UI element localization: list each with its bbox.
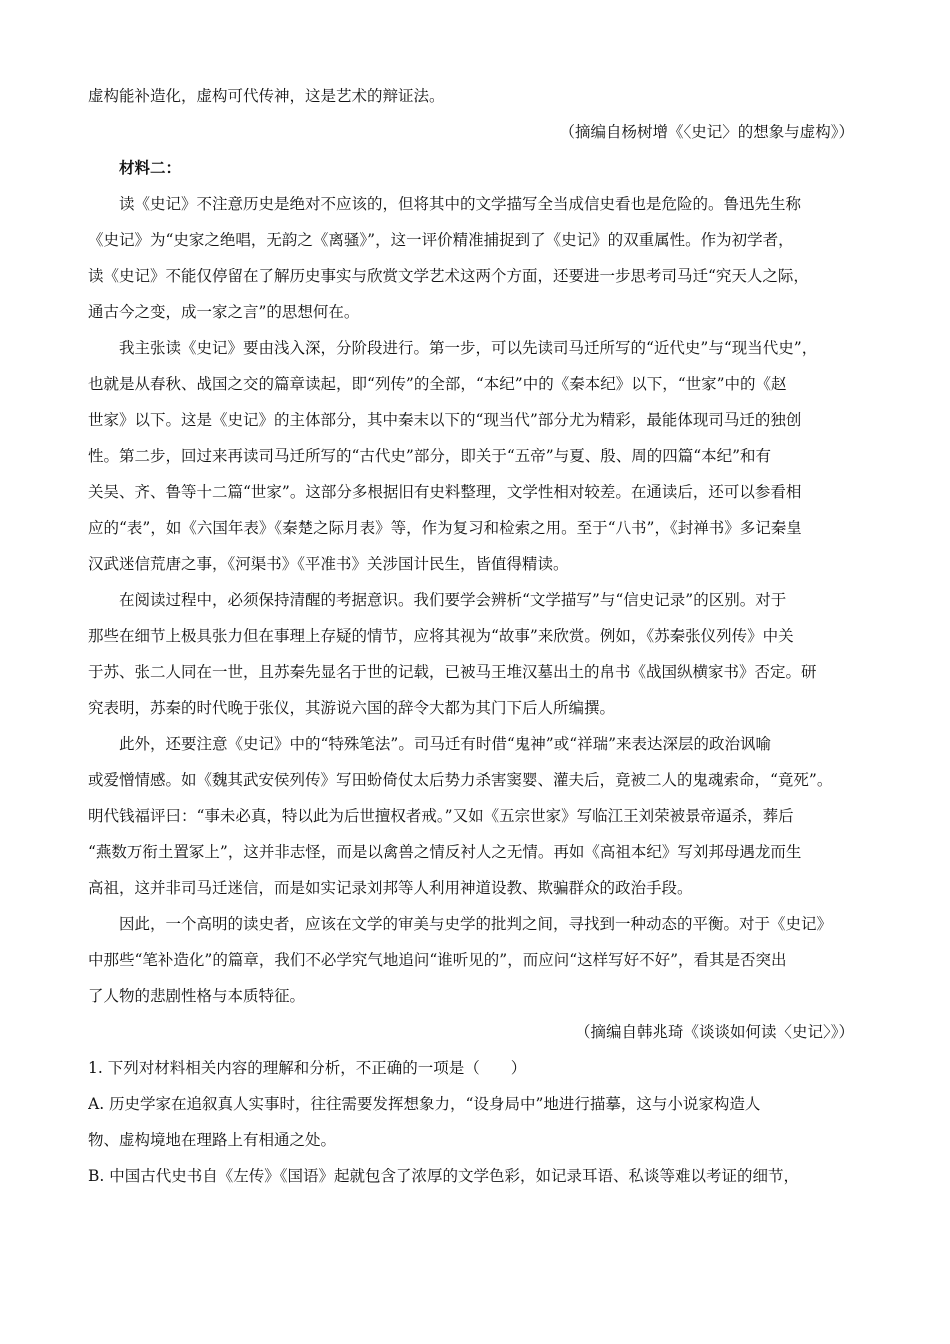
question-stem: 1. 下列对材料相关内容的理解和分析，不正确的一项是（ ） — [88, 1059, 527, 1077]
paragraph-line: 于苏、张二人同在一世，且苏秦先显名于世的记载，已被马王堆汉墓出土的帛书《战国纵横家书》否定。研 — [88, 663, 817, 681]
material-2-heading: 材料二： — [119, 158, 182, 177]
paragraph-line: 此外，还要注意《史记》中的“特殊笔法”。司马迁有时借“鬼神”或“祥瑞”来表达深层的政治讽喻 — [119, 735, 772, 753]
option-a-continued: 物、虚构境地在理路上有相通之处。 — [88, 1131, 337, 1149]
paragraph-line: 读《史记》不能仅停留在了解历史事实与欣赏文学艺术这两个方面，还要进一步思考司马迁“究天人之际， — [88, 267, 809, 285]
paragraph-line: 那些在细节上极具张力但在事理上存疑的情节，应将其视为“故事”来欣赏。例如，《苏秦张仪列传》中关 — [88, 627, 794, 645]
paragraph-line: 了人物的悲剧性格与本质特征。 — [88, 987, 306, 1005]
paragraph-4 — [88, 726, 866, 906]
source-citation-1: （摘编自杨树增《〈史记〉的想象与虚构》） — [559, 123, 854, 141]
paragraph-line: 我主张读《史记》要由浅入深，分阶段进行。第一步，可以先读司马迁所写的“近代史”与“现当代史”， — [119, 339, 818, 357]
paragraph-line: 高祖，这并非司马迁迷信，而是如实记录刘邦等人利用神道设教、欺骗群众的政治手段。 — [88, 879, 693, 897]
paragraph-line: 通古今之变，成一家之言”的思想何在。 — [88, 303, 360, 321]
paragraph-line: 汉武迷信荒唐之事，《河渠书》《平准书》关涉国计民生，皆值得精读。 — [88, 555, 569, 573]
paragraph-2 — [88, 330, 866, 582]
paragraph-line: 读《史记》不注意历史是绝对不应该的，但将其中的文学描写全当成信史看也是危险的。鲁迅先生称 — [119, 195, 802, 213]
paragraph-line: 应的“表”，如《六国年表》《秦楚之际月表》等，作为复习和检索之用。至于“八书”，《封禅书》多记秦皇 — [88, 519, 802, 537]
paragraph-line: 《史记》为“史家之绝唱，无韵之《离骚》”，这一评价精准捕捉到了《史记》的双重属性。作为初学者， — [88, 231, 794, 249]
paragraph-line: 关吴、齐、鲁等十二篇“世家”。这部分多根据旧有史料整理，文学性相对较差。在通读后，还可以参看相 — [88, 483, 802, 501]
paragraph-line: 世家》以下。这是《史记》的主体部分，其中秦末以下的“现当代”部分尤为精彩，最能体现司马迁的独创 — [88, 411, 802, 429]
paragraph-line: 明代钱福评曰：“事未必真，特以此为后世擅权者戒。”又如《五宗世家》写临江王刘荣被景帝逼杀，葬后 — [88, 807, 794, 825]
paragraph-line: “燕数万衔土置冢上”，这并非志怪，而是以禽兽之情反衬人之无情。再如《高祖本纪》写刘邦母遇龙而生 — [88, 843, 802, 861]
paragraph-line: 因此，一个高明的读史者，应该在文学的审美与史学的批判之间，寻找到一种动态的平衡。对于《史记》 — [119, 915, 833, 933]
paragraph-line: 在阅读过程中，必须保持清醒的考据意识。我们要学会辨析“文学描写”与“信史记录”的区别。对于 — [119, 591, 787, 609]
option-b: B. 中国古代史书自《左传》《国语》起就包含了浓厚的文学色彩，如记录耳语、私谈等难以考证的细节， — [88, 1167, 799, 1185]
paragraph-3 — [88, 582, 866, 726]
option-a: A. 历史学家在追叙真人实事时，往往需要发挥想象力，“设身局中”地进行描摹，这与小说家构造人 — [88, 1095, 761, 1113]
document-page — [88, 78, 866, 1194]
continued-text-line: 虚构能补造化，虚构可代传神，这是艺术的辩证法。 — [88, 87, 445, 105]
paragraph-line: 性。第二步，回过来再读司马迁所写的“古代史”部分，即关于“五帝”与夏、殷、周的四篇“本纪”和有 — [88, 447, 772, 465]
question-1 — [88, 1050, 866, 1194]
paragraph-1 — [88, 186, 866, 330]
paragraph-line: 或爱憎情感。如《魏其武安侯列传》写田蚡倚仗太后势力杀害窦婴、灌夫后，竟被二人的鬼魂索命，“竟死”。 — [88, 771, 833, 789]
source-citation-2: （摘编自韩兆琦《谈谈如何读〈史记〉》） — [574, 1023, 854, 1041]
paragraph-line: 也就是从春秋、战国之交的篇章读起，即“列传”的全部，“本纪”中的《秦本纪》以下，“世家”中的《赵 — [88, 375, 787, 393]
paragraph-line: 究表明，苏秦的时代晚于张仪，其游说六国的辞令大都为其门下后人所编撰。 — [88, 699, 616, 717]
paragraph-line: 中那些“笔补造化”的篇章，我们不必学究气地追问“谁听见的”，而应问“这样写好不好”，看其是否突出 — [88, 951, 787, 969]
paragraph-5 — [88, 906, 866, 1014]
